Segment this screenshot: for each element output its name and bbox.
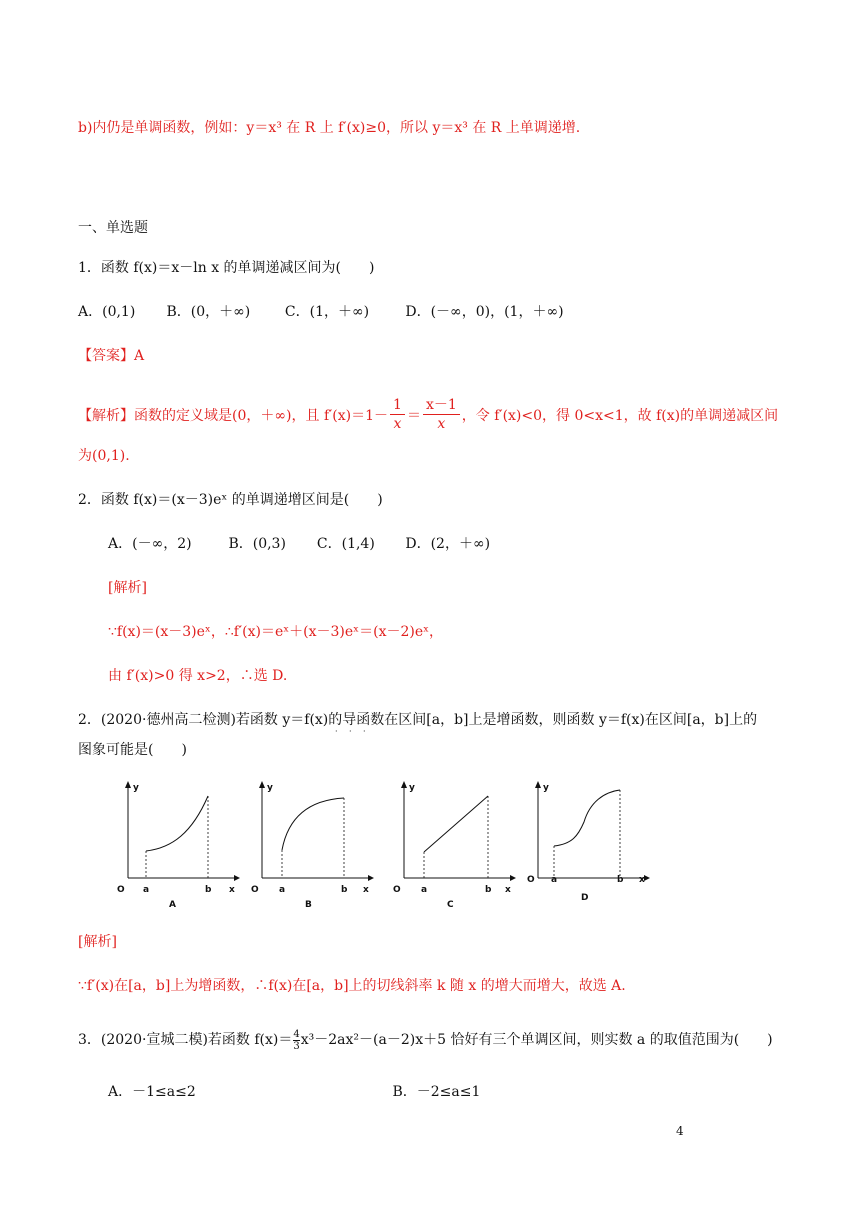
axis-x-label: x — [229, 885, 235, 895]
axis-y-label: y — [133, 783, 139, 793]
fraction-numerator: 1 — [390, 396, 405, 415]
q2a-options — [108, 534, 490, 554]
emphasis-dot: · — [349, 727, 352, 736]
page-number: 4 — [676, 1124, 684, 1138]
q2a-option-a: A．(－∞，2) — [108, 536, 192, 552]
q1-equals: ＝ — [406, 408, 421, 424]
q3-stem-pre: 3．(2020·宣城二模)若函数 f(x)＝ — [78, 1032, 293, 1048]
a-label: a — [421, 885, 428, 895]
q3-stem — [78, 1028, 773, 1052]
fraction-denominator: x — [437, 415, 446, 432]
q1-fraction-1 — [390, 396, 405, 433]
q2a-analysis-tag: [解析] — [108, 580, 147, 596]
q1-fraction-2 — [423, 396, 460, 433]
graph-d — [522, 778, 650, 908]
q1-analysis — [78, 396, 778, 436]
axis-x-label: x — [639, 875, 645, 885]
q3-option-b: B．－2≤a≤1 — [392, 1084, 481, 1100]
q2b-stem-line1: 2．(2020·德州高二检测)若函数 y＝f(x)的导函数在区间[a，b]上是增函数，则函数 y＝f(x)在区间[a，b]上的 — [78, 712, 758, 728]
b-label: b — [485, 885, 492, 895]
fraction-denominator: 3 — [293, 1040, 300, 1052]
fraction-denominator: x — [393, 415, 402, 432]
top-note: b)内仍是单调函数，例如：y＝x³ 在 R 上 f′(x)≥0，所以 y＝x³ 在 R 上单调递增. — [78, 120, 581, 136]
fraction-numerator: 4 — [293, 1028, 300, 1040]
origin-label: O — [251, 885, 259, 895]
graph-caption: D — [581, 893, 589, 903]
q1-analysis-pre: 函数的定义域是(0，＋∞)，且 f′(x)＝1－ — [134, 408, 389, 424]
a-label: a — [279, 885, 286, 895]
q1-option-a: A．(0,1) — [78, 304, 136, 320]
q1-analysis-tag: 【解析】 — [78, 408, 134, 424]
q2b-stem-line2: 图象可能是( ) — [78, 742, 187, 758]
q1-option-b: B．(0，＋∞) — [166, 304, 251, 320]
q3-small-fraction — [293, 1029, 299, 1052]
origin-label: O — [527, 875, 535, 885]
graph-caption: B — [305, 900, 312, 908]
b-label: b — [341, 885, 348, 895]
a-label: a — [143, 885, 150, 895]
section-title: 一、单选题 — [78, 220, 148, 236]
axis-x-label: x — [505, 885, 511, 895]
q1-answer: 【答案】A — [78, 348, 145, 364]
b-label: b — [617, 875, 624, 885]
emphasis-dot: · — [363, 727, 366, 736]
q1-stem: 1．函数 f(x)＝x－ln x 的单调递减区间为( ) — [78, 260, 375, 276]
q2b-analysis-line1: ∵f′(x)在[a，b]上为增函数，∴f(x)在[a，b]上的切线斜率 k 随 x 的增大而增大，故选 A. — [78, 978, 626, 994]
origin-label: O — [393, 885, 401, 895]
graph-caption: A — [169, 900, 176, 908]
graph-caption: C — [447, 900, 454, 908]
graph-c — [388, 778, 516, 908]
q3-options — [108, 1082, 480, 1102]
b-label: b — [205, 885, 212, 895]
emphasis-dot: · — [335, 727, 338, 736]
q3-option-a: A．－1≤a≤2 — [108, 1084, 196, 1100]
q1-option-d: D．(－∞，0)，(1，＋∞) — [405, 304, 564, 320]
q1-options — [78, 302, 564, 322]
graph-a — [112, 778, 240, 908]
axis-y-label: y — [543, 783, 549, 793]
fraction-numerator: x－1 — [423, 396, 460, 415]
q1-analysis-line2: 为(0,1). — [78, 448, 130, 464]
a-label: a — [551, 875, 558, 885]
axis-y-label: y — [409, 783, 415, 793]
q2a-option-d: D．(2，＋∞) — [405, 536, 491, 552]
q2a-option-b: B．(0,3) — [228, 536, 286, 552]
q2a-analysis-line2: 由 f′(x)>0 得 x>2，∴选 D. — [108, 668, 288, 684]
q1-option-c: C．(1，＋∞) — [284, 304, 370, 320]
q2a-option-c: C．(1,4) — [316, 536, 375, 552]
axis-y-label: y — [267, 783, 273, 793]
q3-stem-post: x³－2ax²－(a－2)x＋5 恰好有三个单调区间，则实数 a 的取值范围为( ) — [300, 1032, 773, 1048]
graph-b — [246, 778, 374, 908]
origin-label: O — [117, 885, 125, 895]
q2b-analysis-tag: [解析] — [78, 934, 117, 950]
q2a-analysis-line1: ∵f(x)＝(x－3)eˣ，∴f′(x)＝eˣ＋(x－3)eˣ＝(x－2)eˣ， — [108, 624, 444, 640]
q1-analysis-post: ，令 f′(x)<0，得 0<x<1，故 f(x)的单调递减区间 — [461, 408, 779, 424]
axis-x-label: x — [363, 885, 369, 895]
q2a-stem: 2．函数 f(x)＝(x－3)eˣ 的单调递增区间是( ) — [78, 492, 383, 508]
